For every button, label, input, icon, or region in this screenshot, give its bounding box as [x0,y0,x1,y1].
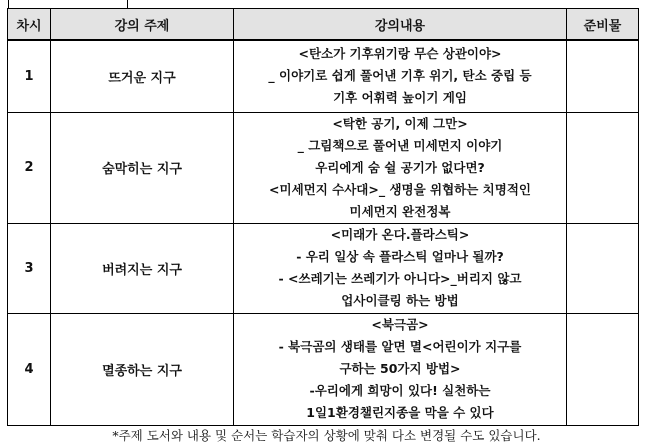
session-materials [567,223,639,313]
content-line: 미세먼지 완전정복 [349,203,451,219]
session-content [234,223,567,313]
session-topic: 멸종하는 지구 [51,313,234,425]
session-content [234,40,567,112]
table-row [8,223,639,313]
content-line: <탄소가 기후위기랑 무슨 상관이야> [298,46,502,62]
session-number: 1 [8,40,51,112]
content-line: - 우리 일상 속 플라스틱 얼마나 될까? [296,249,504,264]
content-line: _ 그림책으로 풀어낸 미세먼지 이야기 [297,137,503,153]
content-line: -우리에게 희망이 있다! 실천하는 [309,383,491,398]
content-line: <미래가 온다.플라스틱> [330,227,470,242]
content-line: <탁한 공기, 이제 그만> [332,115,468,131]
session-topic: 뜨거운 지구 [51,40,234,112]
session-topic: 버려지는 지구 [51,223,234,313]
session-materials [567,313,639,425]
table-row [8,313,639,425]
content-line: 업사이클링 하는 방법 [341,293,459,308]
curriculum-table [7,8,639,426]
session-topic: 숨막히는 지구 [51,112,234,223]
header-materials: 준비물 [567,9,639,41]
content-line: <미세먼지 수사대>_ 생명을 위협하는 치명적인 [269,181,531,197]
session-content [234,112,567,223]
session-number: 3 [8,223,51,313]
header-topic: 강의 주제 [51,9,234,41]
content-line: 구하는 50가지 방법> [339,361,461,376]
content-line: <북극곰> [371,317,429,332]
session-number: 2 [8,112,51,223]
table-row [8,112,639,223]
session-number: 4 [8,313,51,425]
content-line: 기후 어휘력 높이기 게임 [333,90,467,106]
content-line: - <쓰레기는 쓰레기가 아니다>_버리지 않고 [278,271,522,286]
footnote: *주제 도서와 내용 및 순서는 학습자의 상황에 맞춰 다소 변경될 수도 있습니다. [112,428,541,443]
content-line: 1일1환경챌린지종을 막을 수 있다 [306,405,494,420]
session-materials [567,40,639,112]
table-header-row [8,9,639,41]
header-content: 강의내용 [234,9,567,41]
content-line: 우리에게 숨 쉴 공기가 없다면? [315,159,485,175]
header-session: 차시 [8,9,51,41]
content-line: _ 이야기로 쉽게 풀어낸 기후 위기, 탄소 중립 등 [268,68,532,84]
table-row [8,40,639,112]
content-line: - 북극곰의 생태를 알면 멸<어린이가 지구를 [278,339,522,354]
session-materials [567,112,639,223]
session-content [234,313,567,425]
